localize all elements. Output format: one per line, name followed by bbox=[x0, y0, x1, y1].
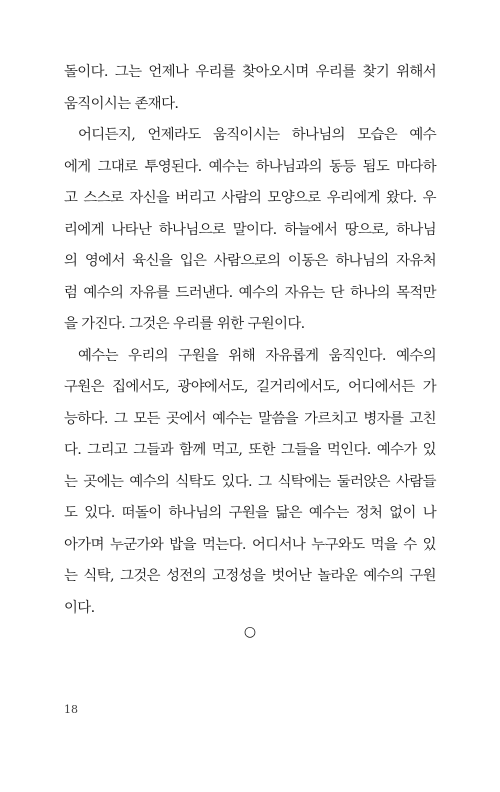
text-line: 아가며 누군가와 밥을 먹는다. 어디서나 누구와도 먹을 수 있 bbox=[64, 536, 436, 553]
text-line: 이다. bbox=[64, 599, 95, 616]
text-line: 럼 예수의 자유를 드러낸다. 예수의 자유는 단 하나의 목적만 bbox=[64, 284, 436, 301]
text-line: 을 가진다. 그것은 우리를 위한 구원이다. bbox=[64, 316, 305, 332]
text-line: 도 있다. 떠돌이 하나님의 구원을 닮은 예수는 정처 없이 나 bbox=[64, 505, 436, 521]
text-line: 는 식탁, 그것은 성전의 고정성을 벗어난 놀라운 예수의 구원 bbox=[64, 568, 436, 584]
text-line: 에게 그대로 투영된다. 예수는 하나님과의 동등 됨도 마다하 bbox=[64, 158, 436, 175]
text-line: 움직이시는 존재다. bbox=[64, 95, 179, 112]
text-line: 어디든지, 언제라도 움직이시는 하나님의 모습은 예수 bbox=[78, 127, 436, 143]
text-line: 구원은 집에서도, 광야에서도, 길거리에서도, 어디에서든 가 bbox=[64, 379, 436, 395]
section-break-mark: ○ bbox=[243, 624, 257, 640]
text-line: 예수는 우리의 구원을 위해 자유롭게 움직인다. 예수의 bbox=[78, 347, 436, 364]
page-number: 18 bbox=[64, 703, 78, 716]
text-line: 고 스스로 자신을 버리고 사람의 모양으로 우리에게 왔다. 우 bbox=[64, 190, 436, 206]
text-line: 능하다. 그 모든 곳에서 예수는 말씀을 가르치고 병자를 고친 bbox=[64, 410, 436, 427]
text-line: 의 영에서 육신을 입은 사람으로의 이동은 하나님의 자유처 bbox=[64, 253, 436, 269]
text-line: 리에게 나타난 하나님으로 말이다. 하늘에서 땅으로, 하나님 bbox=[64, 221, 436, 238]
body-text bbox=[64, 57, 436, 624]
text-line: 다. 그리고 그들과 함께 먹고, 또한 그들을 먹인다. 예수가 있 bbox=[64, 442, 436, 458]
text-line: 는 곳에는 예수의 식탁도 있다. 그 식탁에는 둘러앉은 사람들 bbox=[64, 473, 436, 490]
text-line: 돌이다. 그는 언제나 우리를 찾아오시며 우리를 찾기 위해서 bbox=[64, 64, 436, 80]
